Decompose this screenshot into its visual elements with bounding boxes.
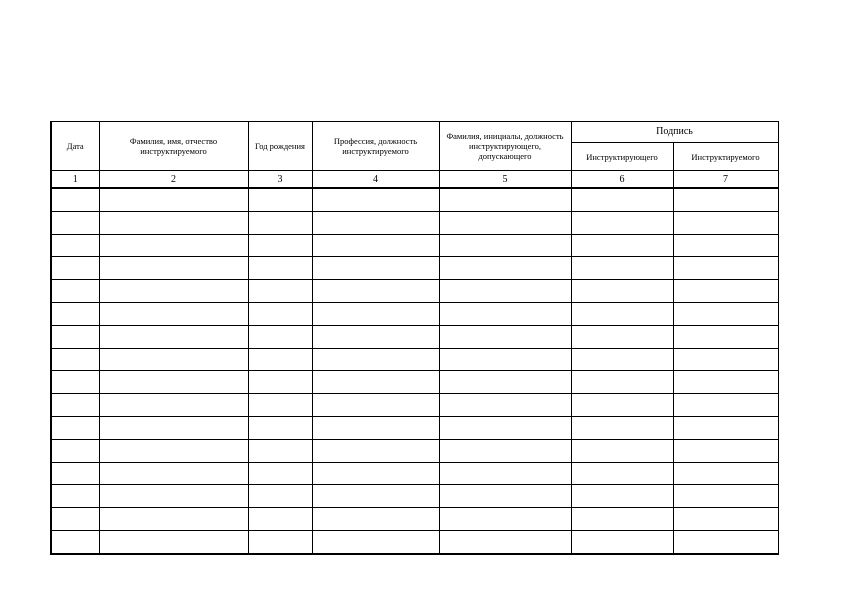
- table-cell[interactable]: [248, 257, 312, 280]
- table-cell[interactable]: [51, 234, 99, 257]
- table-row: [51, 280, 778, 303]
- table-row: [51, 416, 778, 439]
- table-cell[interactable]: [312, 302, 439, 325]
- header-sig-instructor: Инструктирующего: [571, 143, 673, 171]
- table-cell[interactable]: [673, 234, 778, 257]
- table-cell[interactable]: [312, 257, 439, 280]
- table-cell[interactable]: [51, 348, 99, 371]
- table-cell[interactable]: [439, 530, 571, 553]
- table-cell[interactable]: [99, 302, 248, 325]
- table-cell[interactable]: [571, 188, 673, 211]
- table-cell[interactable]: [673, 280, 778, 303]
- table-cell[interactable]: [439, 257, 571, 280]
- table-cell[interactable]: [51, 188, 99, 211]
- table-cell[interactable]: [439, 234, 571, 257]
- table-cell[interactable]: [51, 508, 99, 531]
- column-number: 2: [99, 171, 248, 189]
- table-cell[interactable]: [312, 508, 439, 531]
- table-cell[interactable]: [439, 416, 571, 439]
- table-row: [51, 371, 778, 394]
- table-cell[interactable]: [312, 325, 439, 348]
- table-cell[interactable]: [673, 439, 778, 462]
- table-cell[interactable]: [99, 325, 248, 348]
- table-cell[interactable]: [571, 211, 673, 234]
- header-admitter: Фамилия, инициалы, должность инструктирующего, допускающего: [439, 122, 571, 171]
- table-cell[interactable]: [99, 485, 248, 508]
- table-cell[interactable]: [312, 280, 439, 303]
- table-cell[interactable]: [312, 439, 439, 462]
- table-cell[interactable]: [673, 416, 778, 439]
- table-cell[interactable]: [51, 280, 99, 303]
- table-cell[interactable]: [248, 371, 312, 394]
- table-cell[interactable]: [571, 325, 673, 348]
- table-cell[interactable]: [571, 348, 673, 371]
- table-row: [51, 188, 778, 211]
- table-cell[interactable]: [439, 348, 571, 371]
- table-cell[interactable]: [51, 394, 99, 417]
- table-cell[interactable]: [248, 530, 312, 553]
- table-cell[interactable]: [312, 234, 439, 257]
- column-number: 7: [673, 171, 778, 189]
- table-row: [51, 257, 778, 280]
- table-cell[interactable]: [673, 325, 778, 348]
- table-cell[interactable]: [571, 462, 673, 485]
- table-cell[interactable]: [673, 302, 778, 325]
- table-row: [51, 462, 778, 485]
- table-cell[interactable]: [99, 394, 248, 417]
- table-cell[interactable]: [99, 439, 248, 462]
- table-cell[interactable]: [673, 530, 778, 553]
- table-cell[interactable]: [99, 280, 248, 303]
- table-cell[interactable]: [248, 348, 312, 371]
- table-row: [51, 348, 778, 371]
- table-cell[interactable]: [248, 325, 312, 348]
- table-cell[interactable]: [51, 371, 99, 394]
- table-cell[interactable]: [673, 211, 778, 234]
- table-cell[interactable]: [673, 188, 778, 211]
- column-number: 5: [439, 171, 571, 189]
- table-cell[interactable]: [673, 508, 778, 531]
- table-cell[interactable]: [99, 462, 248, 485]
- table-cell[interactable]: [439, 439, 571, 462]
- table-cell[interactable]: [51, 416, 99, 439]
- table-row: [51, 439, 778, 462]
- table-cell[interactable]: [312, 416, 439, 439]
- table-cell[interactable]: [99, 348, 248, 371]
- table-cell[interactable]: [673, 485, 778, 508]
- table-cell[interactable]: [571, 508, 673, 531]
- table-cell[interactable]: [439, 211, 571, 234]
- table-cell[interactable]: [571, 234, 673, 257]
- table-cell[interactable]: [99, 211, 248, 234]
- table-cell[interactable]: [312, 371, 439, 394]
- column-number: 3: [248, 171, 312, 189]
- table-cell[interactable]: [248, 280, 312, 303]
- header-profession: Профессия, должность инструктируемого: [312, 122, 439, 171]
- table-cell[interactable]: [312, 188, 439, 211]
- column-number: 1: [51, 171, 99, 189]
- table-cell[interactable]: [439, 462, 571, 485]
- table-row: [51, 394, 778, 417]
- table-cell[interactable]: [571, 257, 673, 280]
- table-cell[interactable]: [51, 325, 99, 348]
- table-cell[interactable]: [571, 485, 673, 508]
- table-cell[interactable]: [439, 188, 571, 211]
- table-cell[interactable]: [51, 302, 99, 325]
- table-cell[interactable]: [312, 485, 439, 508]
- table-cell[interactable]: [99, 530, 248, 553]
- table-row: [51, 508, 778, 531]
- table-row: [51, 234, 778, 257]
- table-row: [51, 325, 778, 348]
- header-date: Дата: [51, 122, 99, 171]
- table-cell[interactable]: [571, 416, 673, 439]
- table-cell[interactable]: [248, 462, 312, 485]
- table-cell[interactable]: [51, 257, 99, 280]
- table-cell[interactable]: [571, 302, 673, 325]
- table-cell[interactable]: [51, 462, 99, 485]
- table-cell[interactable]: [312, 462, 439, 485]
- table-row: [51, 211, 778, 234]
- table-cell[interactable]: [673, 257, 778, 280]
- table-cell[interactable]: [439, 325, 571, 348]
- table-cell[interactable]: [673, 394, 778, 417]
- table-cell[interactable]: [248, 188, 312, 211]
- column-number: 4: [312, 171, 439, 189]
- table-cell[interactable]: [673, 371, 778, 394]
- table-cell[interactable]: [99, 371, 248, 394]
- table-cell[interactable]: [51, 530, 99, 553]
- table-cell[interactable]: [51, 211, 99, 234]
- table-cell[interactable]: [248, 302, 312, 325]
- table-cell[interactable]: [571, 439, 673, 462]
- table-cell[interactable]: [312, 348, 439, 371]
- table-cell[interactable]: [99, 234, 248, 257]
- table-cell[interactable]: [248, 416, 312, 439]
- table-cell[interactable]: [248, 508, 312, 531]
- table-cell[interactable]: [248, 439, 312, 462]
- table-cell[interactable]: [571, 530, 673, 553]
- table-cell[interactable]: [439, 485, 571, 508]
- table-cell[interactable]: [673, 348, 778, 371]
- table-cell[interactable]: [312, 530, 439, 553]
- table-cell[interactable]: [99, 257, 248, 280]
- table-cell[interactable]: [99, 508, 248, 531]
- table-cell[interactable]: [51, 485, 99, 508]
- column-number: 6: [571, 171, 673, 189]
- table-row: [51, 485, 778, 508]
- table-cell[interactable]: [439, 371, 571, 394]
- table-cell[interactable]: [248, 234, 312, 257]
- table-cell[interactable]: [571, 371, 673, 394]
- table-cell[interactable]: [439, 302, 571, 325]
- table-cell[interactable]: [673, 462, 778, 485]
- table-cell[interactable]: [51, 439, 99, 462]
- table-cell[interactable]: [248, 485, 312, 508]
- table-cell[interactable]: [571, 280, 673, 303]
- instruction-log-table: [50, 121, 779, 555]
- table-cell[interactable]: [571, 394, 673, 417]
- header-full-name: Фамилия, имя, отчество инструктируемого: [99, 122, 248, 171]
- table-cell[interactable]: [99, 188, 248, 211]
- table-cell[interactable]: [439, 394, 571, 417]
- table-cell[interactable]: [248, 211, 312, 234]
- table-cell[interactable]: [439, 280, 571, 303]
- table-cell[interactable]: [99, 416, 248, 439]
- table-cell[interactable]: [439, 508, 571, 531]
- header-signature: Подпись: [571, 122, 778, 143]
- header-birth-year: Год рождения: [248, 122, 312, 171]
- table-cell[interactable]: [312, 394, 439, 417]
- header-sig-instructed: Инструктируемого: [673, 143, 778, 171]
- table-cell[interactable]: [312, 211, 439, 234]
- table-row: [51, 302, 778, 325]
- table-row: [51, 530, 778, 553]
- column-number-row: [51, 171, 778, 189]
- table-cell[interactable]: [248, 394, 312, 417]
